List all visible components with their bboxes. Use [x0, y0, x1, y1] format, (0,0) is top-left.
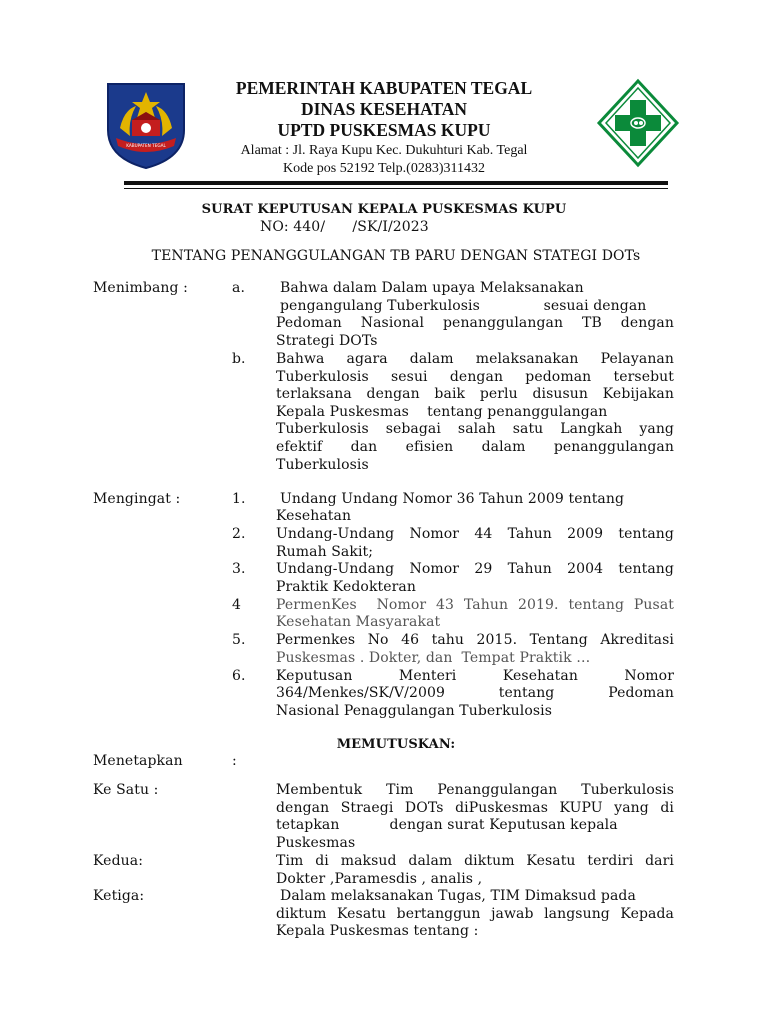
ke-satu-line: dengan Straegi DOTs diPuskesmas KUPU yang di	[276, 800, 674, 816]
mengingat-4-line: Kesehatan Masyarakat	[276, 614, 441, 630]
mengingat-2-line: Rumah Sakit;	[276, 544, 374, 560]
decree-number: NO: 440/ /SK/I/2023	[260, 219, 429, 235]
header-divider-thin	[124, 188, 668, 189]
menimbang-a-line: pengangulang Tuberkulosis sesuai dengan	[280, 298, 647, 314]
ketiga-line: Kepala Puskesmas tentang :	[276, 923, 479, 939]
mengingat-1-line: Undang Undang Nomor 36 Tahun 2009 tentang	[280, 491, 625, 507]
menimbang-label: Menimbang :	[93, 280, 188, 296]
menetapkan-label: Menetapkan	[93, 753, 183, 769]
decree-heading: SURAT KEPUTUSAN KEPALA PUSKESMAS KUPU	[201, 202, 567, 217]
menetapkan-colon: :	[232, 753, 237, 769]
kedua-line: Dokter ,Paramesdis , analis ,	[276, 871, 483, 887]
menimbang-b-line: Tuberkulosis sesui dengan pedoman tersebut	[276, 369, 674, 385]
mengingat-4-line: PermenKes Nomor 43 Tahun 2019. tentang Pusat	[276, 597, 674, 613]
mengingat-3-line: Praktik Kedokteran	[276, 579, 416, 595]
mengingat-5-line: Puskesmas . Dokter, dan Tempat Praktik …	[276, 650, 591, 666]
menimbang-b-line: efektif dan efisien dalam penanggulangan	[276, 439, 674, 455]
kedua-line: Tim di maksud dalam diktum Kesatu terdiri dari	[276, 853, 674, 869]
logo-ribbon-text: KABUPATEN TEGAL	[126, 143, 166, 148]
ketiga-line: diktum Kesatu bertanggun jawab langsung Kepada	[276, 906, 674, 922]
ke-satu-line: tetapkan dengan surat Keputusan kepala	[276, 817, 618, 833]
menimbang-a-line: Pedoman Nasional penanggulangan TB dengan	[276, 315, 674, 331]
menimbang-b-line: Tuberkulosis sebagai salah satu Langkah yang	[276, 421, 674, 437]
mengingat-marker: 2.	[232, 526, 246, 542]
mengingat-6-line: Keputusan Menteri Kesehatan Nomor	[276, 668, 674, 684]
ke-satu-line: Membentuk Tim Penanggulangan Tuberkulosis	[276, 782, 674, 798]
ke-satu-line: Puskesmas	[276, 835, 356, 851]
header-government: PEMERINTAH KABUPATEN TEGAL	[235, 78, 533, 98]
header-postal: Kode pos 52192 Telp.(0283)311432	[282, 161, 485, 176]
mengingat-marker: 6.	[232, 668, 246, 684]
mengingat-marker: 5.	[232, 632, 246, 648]
mengingat-marker: 4	[232, 597, 242, 613]
ke-satu-label: Ke Satu :	[93, 782, 159, 798]
header-address: Alamat : Jl. Raya Kupu Kec. Dukuhturi Kab. Tegal	[240, 143, 528, 158]
mengingat-marker: 1.	[232, 491, 246, 507]
mengingat-label: Mengingat :	[93, 491, 181, 507]
menimbang-b-line: Bahwa agara dalam melaksanakan Pelayanan	[276, 351, 674, 367]
menimbang-marker-b: b.	[232, 351, 246, 367]
puskesmas-logo	[596, 78, 680, 168]
ketiga-label: Ketiga:	[93, 888, 145, 904]
mengingat-2-line: Undang-Undang Nomor 44 Tahun 2009 tentang	[276, 526, 674, 542]
mengingat-3-line: Undang-Undang Nomor 29 Tahun 2004 tentang	[276, 561, 674, 577]
ketiga-line: Dalam melaksanakan Tugas, TIM Dimaksud pada	[280, 888, 636, 904]
kedua-label: Kedua:	[93, 853, 144, 869]
menimbang-a-line: Strategi DOTs	[276, 333, 378, 349]
decree-subject: TENTANG PENANGGULANGAN TB PARU DENGAN STATEGI DOTs	[151, 248, 641, 264]
menimbang-b-line: terlaksana dengan baik perlu disusun Kebijakan	[276, 386, 674, 402]
menimbang-b-line: Tuberkulosis	[276, 457, 369, 473]
mengingat-6-line: 364/Menkes/SK/V/2009 tentang Pedoman	[276, 685, 674, 701]
mengingat-marker: 3.	[232, 561, 246, 577]
header-divider-thick	[124, 181, 668, 185]
mengingat-5-line: Permenkes No 46 tahu 2015. Tentang Akreditasi	[276, 632, 674, 648]
mengingat-1-line: Kesehatan	[276, 508, 352, 524]
header-puskesmas: UPTD PUSKESMAS KUPU	[277, 120, 491, 140]
memutuskan-heading: MEMUTUSKAN:	[336, 737, 456, 752]
menimbang-b-line: Kepala Puskesmas tentang penanggulangan	[276, 404, 608, 420]
menimbang-a-line: Bahwa dalam Dalam upaya Melaksanakan	[280, 280, 584, 296]
menimbang-marker-a: a.	[232, 280, 245, 296]
header-department: DINAS KESEHATAN	[300, 99, 468, 119]
mengingat-6-line: Nasional Penaggulangan Tuberkulosis	[276, 703, 553, 719]
